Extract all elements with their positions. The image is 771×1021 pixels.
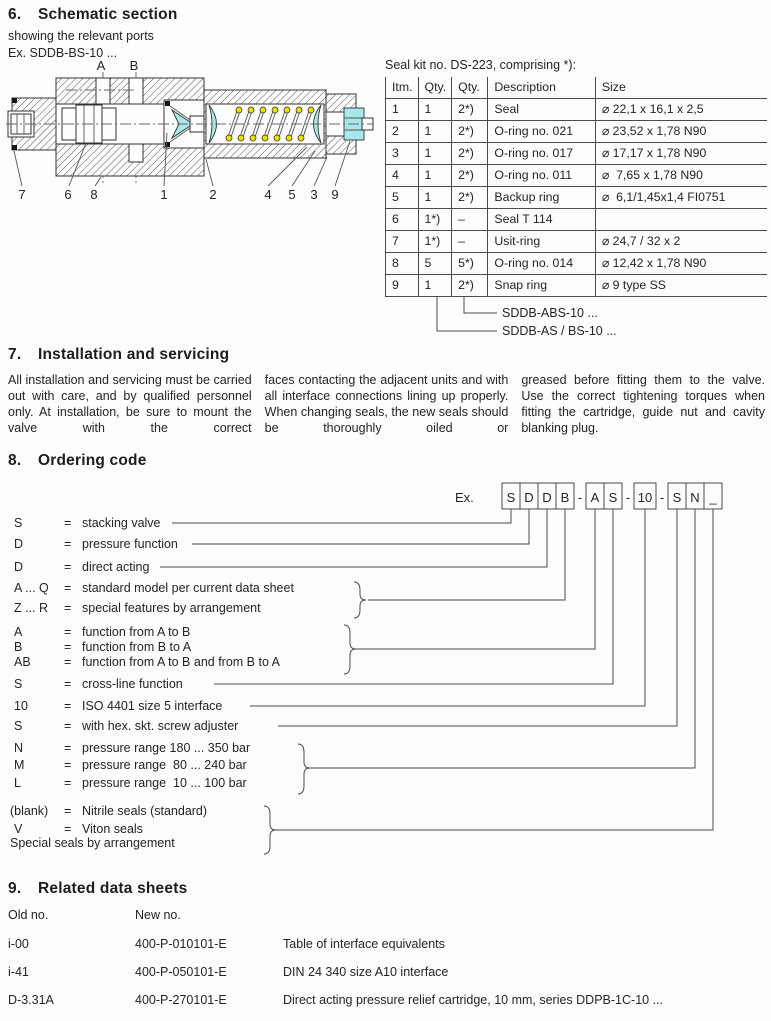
new-number: 400-P-270101-E [135,993,227,1007]
item-number-5: 5 [288,187,296,202]
code-separator-dash: - [625,490,631,505]
cell: O-ring no. 021 [488,121,595,143]
row-label: direct acting [82,560,150,574]
drain-channel [129,144,143,162]
item-number-2: 2 [209,187,217,202]
item-number-4: 4 [264,187,272,202]
cell: 1 [418,165,452,187]
callout-line-as-bs [437,297,497,331]
section7-columns [8,372,765,436]
cavity-seal-top [165,101,170,106]
cell: – [452,209,488,231]
sheet-description: Table of interface equivalents [283,937,445,951]
row-label: function from B to A [82,640,192,654]
cell: 5 [418,253,452,275]
row-label: standard model per current data sheet [82,581,294,595]
cell: 2*) [452,275,488,297]
row-label: function from A to B [82,625,191,639]
cell: Snap ring [488,275,595,297]
old-number: i-00 [8,937,29,951]
code-separator-dash: - [577,490,583,505]
cell: 3 [386,143,419,165]
cell: ⌀ 17,17 x 1,78 N90 [595,143,767,165]
ordering-code-diagram [0,478,771,878]
table-row [386,165,768,187]
cell: O-ring no. 011 [488,165,595,187]
code-box-letter: S [672,490,682,505]
cell: O-ring no. 017 [488,143,595,165]
section8-title: Ordering code [38,452,147,469]
row-label: pressure range 180 ... 350 bar [82,741,251,755]
equals-sign: = [64,699,72,713]
seal-kit-table [385,77,767,297]
item-number-1: 1 [160,187,168,202]
cavity-seal-bottom [165,142,170,147]
col-header-size: Size [595,77,767,99]
row-label: Viton seals [82,822,143,836]
row-code: B [14,640,23,654]
row-code: Z ... R [14,601,49,615]
port-b-label: B [129,58,139,73]
cell: – [452,231,488,253]
ordering-code-legend [10,516,294,850]
item-number-9: 9 [331,187,339,202]
text-column-2: faces contacting the adjacent units and with all interface connections lining up properly. When changing seals, the new seals should be thoroughly oiled or [264,373,509,435]
cell: ⌀ 6,1/1,45x1,4 FI0751 [595,187,767,209]
group-braces [264,582,366,854]
equals-sign: = [64,822,72,836]
cell: 2*) [452,143,488,165]
cell: 2 [386,121,419,143]
cell: O-ring no. 014 [488,253,595,275]
col-header-qty1: Qty. [418,77,452,99]
row-code: M [14,758,25,772]
list-item [8,965,765,979]
cell: ⌀ 23,52 x 1,78 N90 [595,121,767,143]
table-row [386,275,768,297]
item-number-8: 8 [90,187,98,202]
section6-intro [8,28,154,62]
code-separator-dash: - [659,490,665,505]
equals-sign: = [64,581,72,595]
table-row [386,99,768,121]
variant-label-as-bs: SDDB-AS / BS-10 ... [502,324,617,338]
section7-title: Installation and servicing [38,346,230,363]
equals-sign: = [64,741,72,755]
cell: Seal [488,99,595,121]
intro-line-1: showing the relevant ports [8,29,154,43]
cell: ⌀ 9 type SS [595,275,767,297]
new-number: 400-P-010101-E [135,937,227,951]
cell: 1 [386,99,419,121]
cell: 6 [386,209,419,231]
row-label: special features by arrangement [82,601,261,615]
row-label: pressure range 80 ... 240 bar [82,758,247,772]
valve-cross-section-drawing [4,58,375,203]
section6-heading [8,6,178,24]
equals-sign: = [64,537,72,551]
callout-line-abs [464,297,497,313]
cell: 4 [386,165,419,187]
cell: 1*) [418,231,452,253]
code-box-letter: S [506,490,516,505]
equals-sign: = [64,804,72,818]
equals-sign: = [64,640,72,654]
row-label: stacking valve [82,516,161,530]
cell: Seal T 114 [488,209,595,231]
row-code: S [14,516,23,530]
row-label: Special seals by arrangement [10,836,175,850]
cell: ⌀ 12,42 x 1,78 N90 [595,253,767,275]
item-number-7: 7 [18,187,26,202]
sheet-description: DIN 24 340 size A10 interface [283,965,449,979]
cell: 8 [386,253,419,275]
equals-sign: = [64,677,72,691]
row-label: cross-line function [82,677,183,691]
old-number: i-41 [8,965,29,979]
table-row [386,253,768,275]
row-label: Nitrile seals (standard) [82,804,208,818]
section9-heading [8,880,187,898]
cell: 2*) [452,165,488,187]
table-row [386,187,768,209]
section8-number: 8. [8,452,22,469]
row-code: A ... Q [14,581,49,595]
row-label: ISO 4401 size 5 interface [82,699,223,713]
row-code: S [14,719,23,733]
code-box-letter: D [542,490,552,505]
equals-sign: = [64,655,72,669]
section9-title: Related data sheets [38,880,188,897]
cell: ⌀ 7,65 x 1,78 N90 [595,165,767,187]
cell: 2*) [452,121,488,143]
example-label: Ex. [455,490,474,505]
table-row [386,121,768,143]
cell: ⌀ 22,1 x 16,1 x 2,5 [595,99,767,121]
code-box-letter: D [524,490,534,505]
row-code: V [14,822,23,836]
row-code: AB [14,655,31,669]
cell: 1 [418,275,452,297]
code-box-letter: _ [709,490,717,505]
cell: 1 [418,121,452,143]
table-row [386,209,768,231]
section6-title: Schematic section [38,6,178,23]
cell: 1 [418,99,452,121]
section8-heading [8,452,147,470]
cell: 1*) [418,209,452,231]
cell: ⌀ 24,7 / 32 x 2 [595,231,767,253]
row-label: pressure range 10 ... 100 bar [82,776,247,790]
equals-sign: = [64,776,72,790]
cell: 9 [386,275,419,297]
flange-seal-top [12,98,17,103]
table-row [386,143,768,165]
port-a-channel [96,78,110,104]
table-row [386,231,768,253]
row-code: D [14,560,24,574]
seal-kit-block [385,58,767,348]
section9-number: 9. [8,880,22,897]
cell: 1 [418,143,452,165]
row-code: S [14,677,23,691]
cell: 5*) [452,253,488,275]
port-b-channel [129,78,143,104]
text-column-1: All installation and servicing must be carried out with care, and by qualified personnel only. At installation, be sure to mount the valve with the correct [8,373,252,435]
old-number: D-3.31A [8,993,54,1007]
equals-sign: = [64,758,72,772]
section7-number: 7. [8,346,22,363]
row-code: (blank) [10,804,49,818]
seal-kit-variant-callouts [385,297,767,343]
row-code: L [14,776,21,790]
row-code: A [14,625,23,639]
equals-sign: = [64,516,72,530]
cell: 1 [418,187,452,209]
row-label: pressure function [82,537,178,551]
code-box-letter: A [590,490,600,505]
row-label: with hex. skt. screw adjuster [82,719,239,733]
cell: 2*) [452,99,488,121]
col-header-qty2: Qty. [452,77,488,99]
seal-kit-title: Seal kit no. DS-223, comprising *): [385,58,577,72]
section7-heading [8,346,229,364]
col-header-old-no: Old no. [8,908,49,922]
cell: Backup ring [488,187,595,209]
row-code: 10 [14,699,28,713]
variant-label-abs: SDDB-ABS-10 ... [502,306,598,320]
item-number-6: 6 [64,187,72,202]
cell: 7 [386,231,419,253]
intro-line-2: Ex. SDDB-BS-10 ... [8,46,118,60]
col-header-itm: Itm. [386,77,419,99]
flange-seal-bottom [12,145,17,150]
col-header-description: Description [488,77,595,99]
code-box-letter: N [690,490,700,505]
equals-sign: = [64,719,72,733]
equals-sign: = [64,601,72,615]
sheet-description: Direct acting pressure relief cartridge, 10 mm, series DDPB-1C-10 ... [283,993,663,1007]
cell: 2*) [452,187,488,209]
row-label: function from A to B and from B to A [82,655,281,669]
text-column-3: greased before fitting them to the valve. Use the correct tightening torques when fitting the cartridge, guide nut and cavity blanking plug. [521,373,766,435]
code-box-letter: B [560,490,570,505]
related-data-sheets-list [8,908,765,1021]
port-a-label: A [96,58,106,73]
code-box-letter: 10 [637,490,653,505]
new-number: 400-P-050101-E [135,965,227,979]
equals-sign: = [64,625,72,639]
cell: 5 [386,187,419,209]
list-item [8,937,765,951]
list-item [8,993,765,1007]
item-number-3: 3 [310,187,318,202]
row-code: D [14,537,24,551]
code-box-letter: S [608,490,618,505]
section6-number: 6. [8,6,22,23]
cell: Usit-ring [488,231,595,253]
row-code: N [14,741,24,755]
cell [595,209,767,231]
col-header-new-no: New no. [135,908,181,922]
equals-sign: = [64,560,72,574]
list-header-row [8,908,765,922]
table-header-row [386,77,768,99]
